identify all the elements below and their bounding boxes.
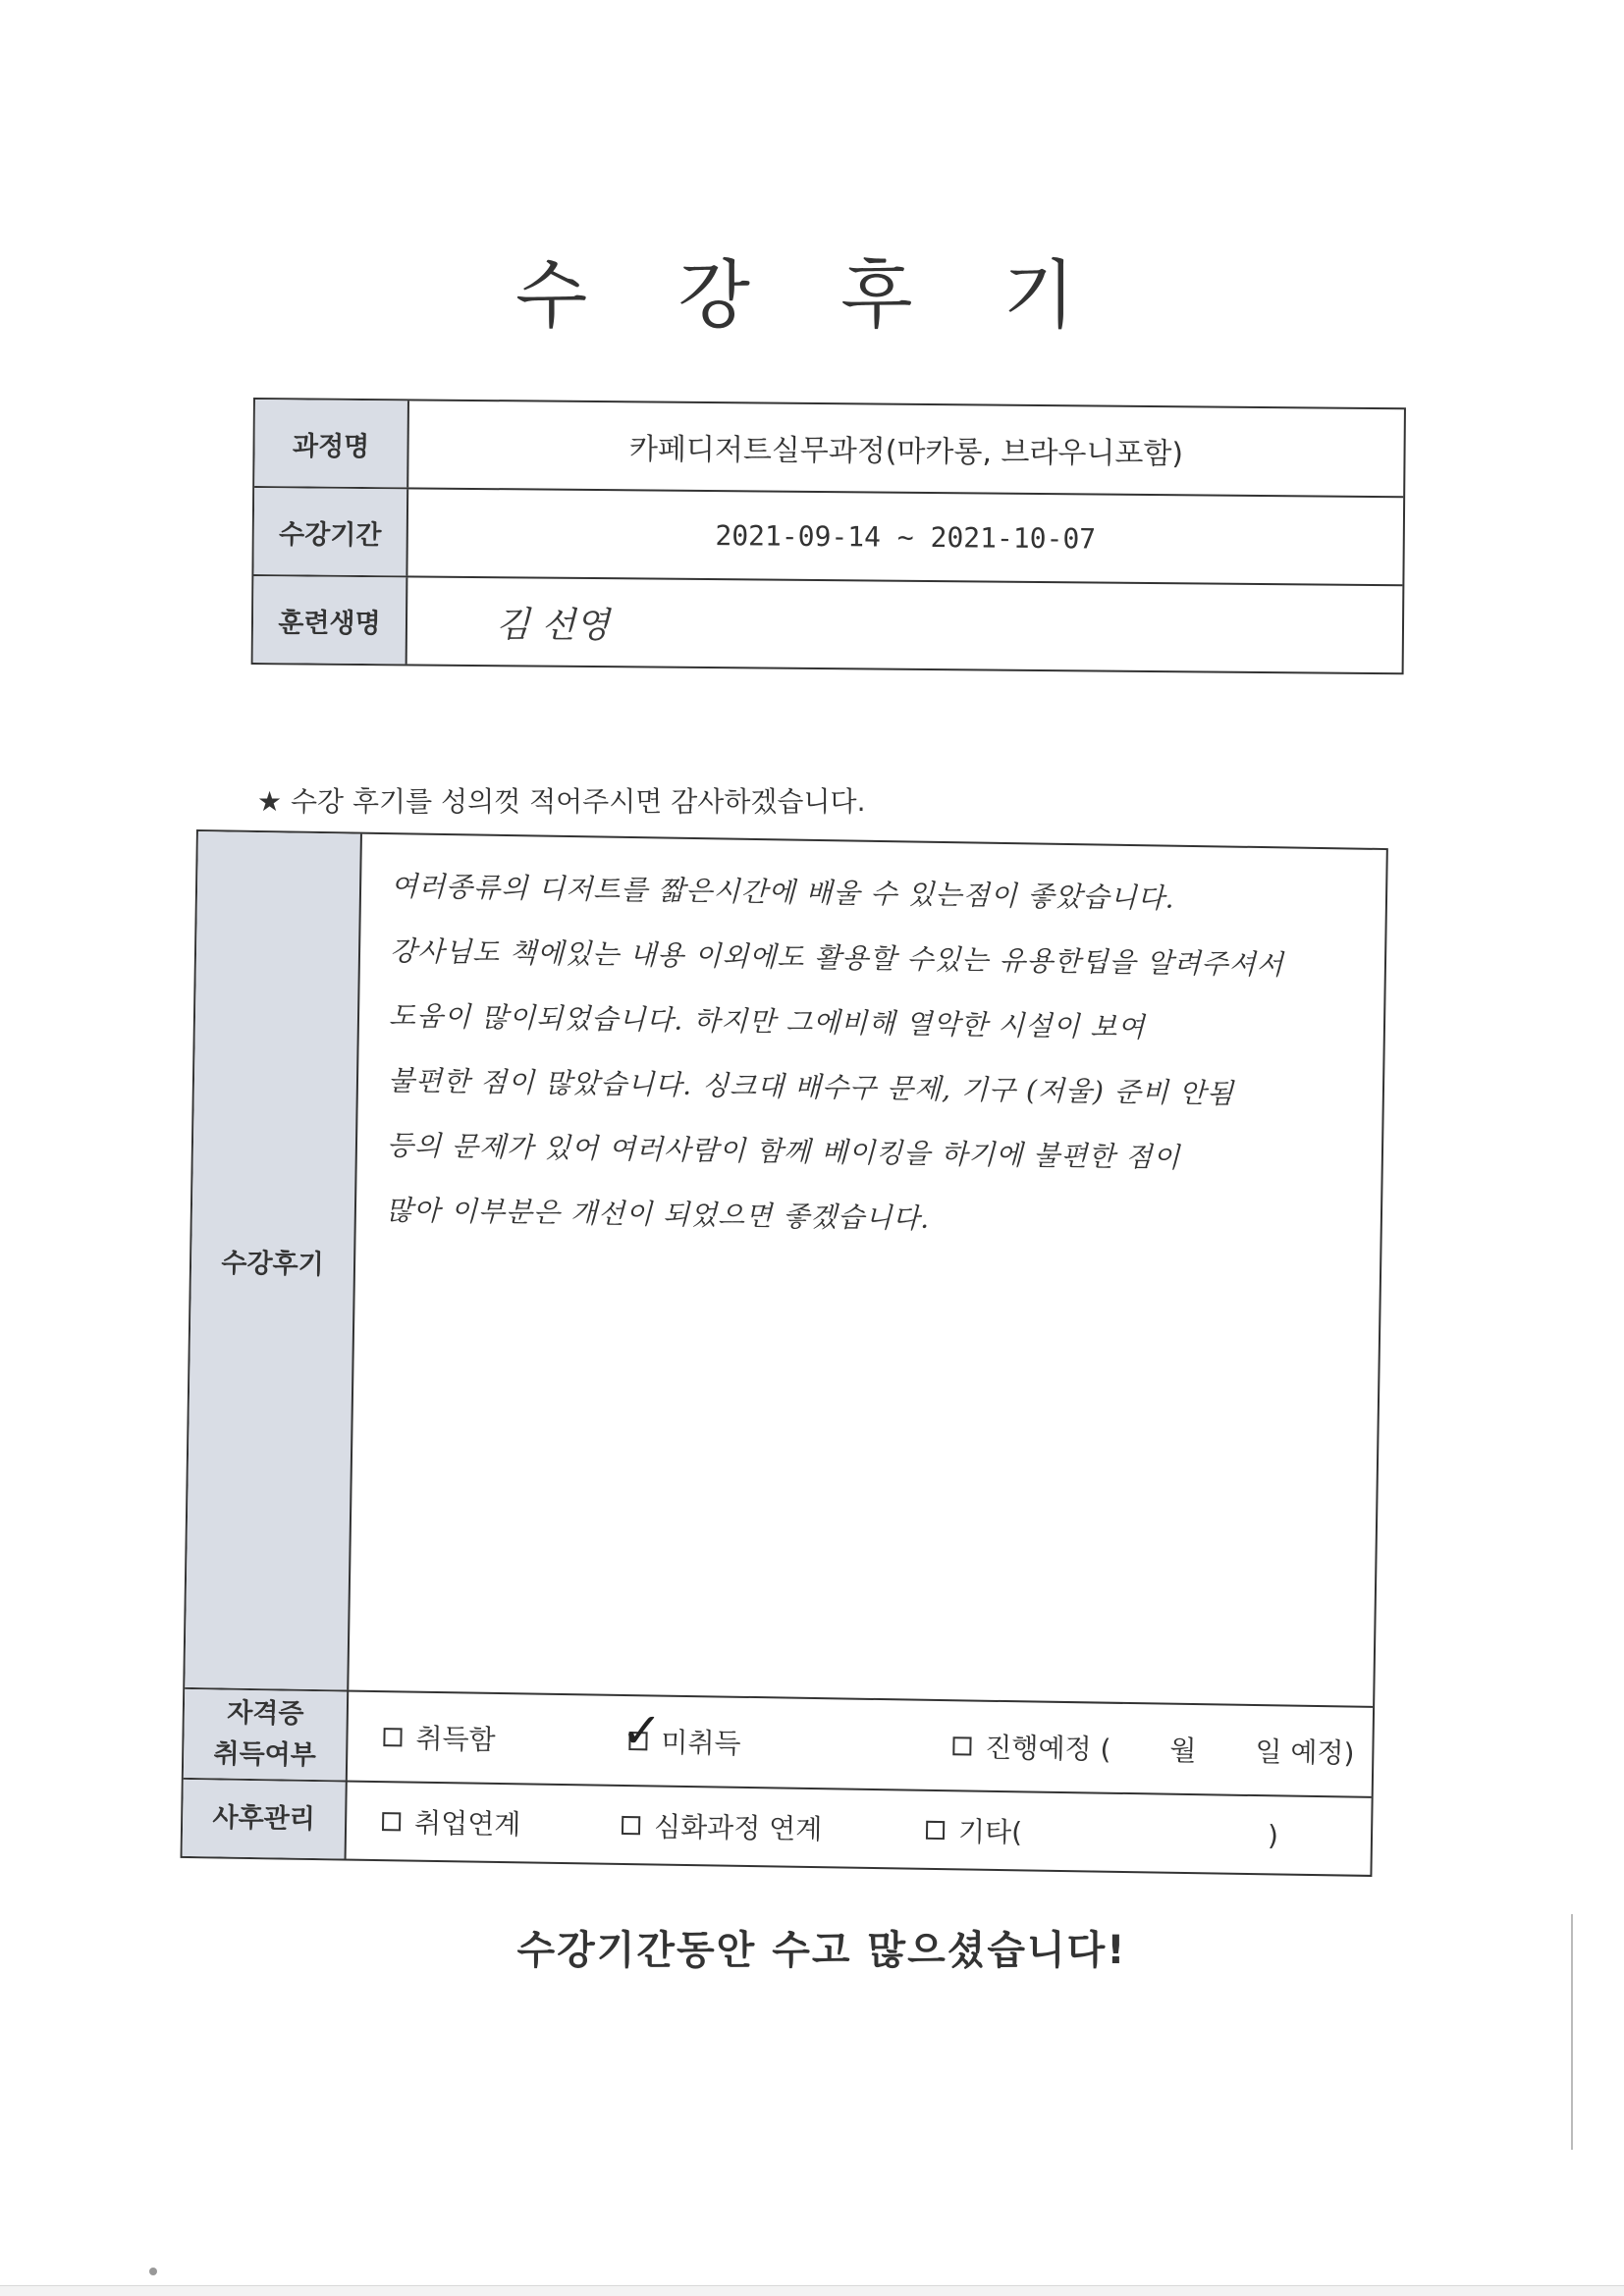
document-title: 수 강 후 기 [514, 251, 1110, 339]
trainee-name-label: 훈련생명 [253, 576, 408, 664]
trainee-name-row [253, 576, 1403, 672]
checkbox-acquired[interactable] [383, 1728, 402, 1746]
certificate-option-not-acquired[interactable] [621, 1701, 885, 1764]
review-line: 많아 이부분은 개선이 되었으면 좋겠습니다. [385, 1194, 931, 1235]
trainee-name-handwritten: 김 선영 [495, 604, 610, 646]
review-line: 불편한 점이 많았습니다. 싱크대 배수구 문제, 기구 (저울) 준비 안됨 [387, 1064, 1235, 1110]
checkbox-advanced[interactable] [622, 1815, 640, 1834]
planned-day-label: 일 예정) [1255, 1735, 1355, 1770]
other-close-paren: ) [1267, 1818, 1279, 1851]
scan-dot-mark [149, 2268, 157, 2275]
certificate-label [184, 1689, 349, 1781]
aftercare-option-advanced[interactable] [622, 1805, 927, 1849]
course-period-label: 수강기간 [253, 488, 408, 575]
aftercare-option-other[interactable] [926, 1810, 1279, 1855]
scan-bottom-edge [0, 2285, 1624, 2296]
review-line: 여러종류의 디저트를 짧은시간에 배울 수 있는점이 좋았습니다. [390, 870, 1175, 915]
course-name-label: 과정명 [254, 400, 409, 487]
aftercare-options [347, 1783, 1372, 1875]
review-line: 강사님도 책에있는 내용 이외에도 활용할 수있는 유용한팁을 알려주셔서 [389, 934, 1284, 982]
checkbox-other[interactable] [926, 1820, 945, 1839]
course-name-row [254, 400, 1404, 498]
review-line: 등의 문제가 있어 여러사람이 함께 베이킹을 하기에 불편한 점이 [386, 1129, 1181, 1174]
review-handwritten-text [349, 834, 1386, 1706]
check-mark-icon: ✓ [621, 1701, 663, 1760]
option-label: 진행예정 ( [985, 1731, 1111, 1766]
certificate-label-line1: 자격증 [226, 1697, 304, 1730]
aftercare-option-employment[interactable] [382, 1801, 623, 1844]
review-table [181, 829, 1388, 1877]
checkbox-planned[interactable] [952, 1736, 971, 1755]
course-name-value: 카페디저트실무과정(마카롱, 브라우니포함) [628, 432, 1184, 472]
review-label: 수강후기 [185, 831, 362, 1690]
certificate-option-planned[interactable] [952, 1726, 1355, 1771]
course-period-row [253, 488, 1403, 586]
course-info-table [251, 398, 1406, 674]
option-label: 취업연계 [413, 1806, 521, 1842]
planned-month-label: 월 [1169, 1734, 1197, 1768]
closing-message: 수강기간동안 수고 많으셨습니다! [516, 1928, 1127, 1973]
certificate-label-line2: 취득여부 [213, 1738, 317, 1772]
aftercare-label: 사후관리 [183, 1780, 348, 1859]
option-label: 취득함 [415, 1722, 496, 1756]
certificate-options [348, 1692, 1373, 1796]
certificate-option-acquired[interactable] [383, 1717, 629, 1760]
option-label: 기타( [957, 1815, 1023, 1849]
review-row [185, 831, 1386, 1708]
checkbox-employment[interactable] [382, 1812, 401, 1831]
course-period-value: 2021-09-14 ~ 2021-10-07 [715, 518, 1097, 555]
option-label: 미취득 [661, 1726, 741, 1760]
option-label: 심화과정 연계 [653, 1810, 823, 1846]
review-line: 도움이 많이되었습니다. 하지만 그에비해 열악한 시설이 보여 [388, 999, 1146, 1044]
checkbox-not-acquired[interactable] [621, 1701, 663, 1760]
scan-edge-shadow [1571, 1914, 1624, 2150]
notice-text: ★ 수강 후기를 성의껏 적어주시면 감사하겠습니다. [257, 785, 866, 818]
